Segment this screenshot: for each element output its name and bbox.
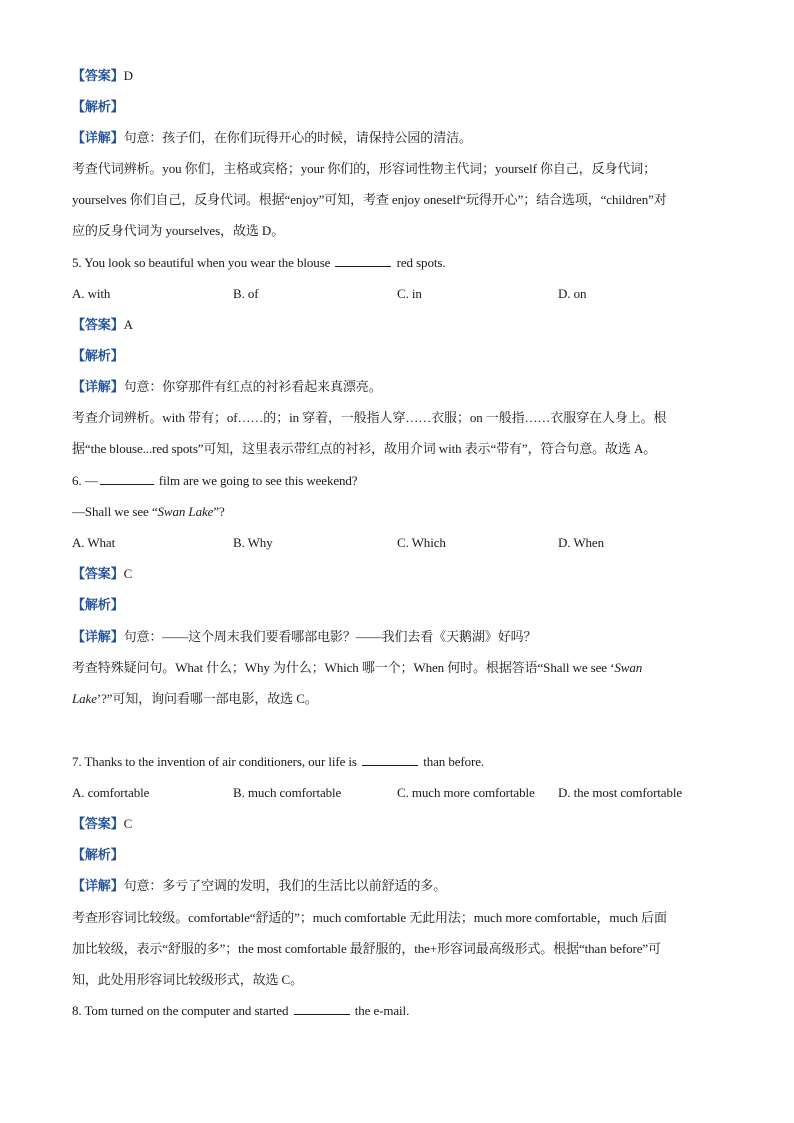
answer-value: D — [123, 68, 133, 83]
q4-explanation-1: 考查代词辨析。you 你们，主格或宾格；your 你们的，形容词性物主代词；yourself 你自己，反身代词； — [72, 161, 657, 176]
q7-option-b: B. much comfortable — [233, 785, 342, 800]
answer-label: 【答案】 — [72, 817, 124, 832]
q6-reply — [72, 502, 724, 522]
q7-blank — [362, 753, 418, 766]
q8-stem-start: 8. Tom turned on the computer and started — [72, 1003, 289, 1018]
q8-stem — [72, 1001, 724, 1021]
answer-value: A — [123, 317, 133, 332]
q5-option-b: B. of — [233, 286, 259, 301]
q5-analysis-line — [72, 346, 724, 367]
answer-value: C — [123, 816, 133, 831]
q7-option-c: C. much more comfortable — [397, 785, 535, 800]
q6-option-a: A. What — [72, 535, 116, 550]
q6-explanation-text: 考查特殊疑问句。What 什么；Why 为什么；Which 哪一个；When 何时。根据答语“Shall we see ‘ — [72, 660, 615, 675]
answer-value: C — [123, 566, 133, 581]
q6-detail-line — [72, 627, 724, 648]
q6-explanation-2 — [72, 689, 724, 709]
q7-answer-line — [72, 814, 724, 835]
q5-option-a: A. with — [72, 286, 111, 301]
q5-stem-start: 5. You look so beautiful when you wear the blouse — [72, 255, 331, 270]
detail-label: 【详解】 — [72, 131, 124, 146]
q7-option-d: D. the most comfortable — [558, 785, 683, 800]
q4-detail-line — [72, 128, 724, 149]
detail-text: 句意：——这个周末我们要看哪部电影？——我们去看《天鹅湖》好吗？ — [123, 629, 537, 644]
q6-reply-title: Swan Lake — [157, 504, 214, 519]
q6-stem — [72, 471, 724, 491]
detail-label: 【详解】 — [72, 380, 124, 395]
analysis-label: 【解析】 — [72, 848, 124, 863]
answer-label: 【答案】 — [72, 567, 124, 582]
q7-option-a: A. comfortable — [72, 785, 150, 800]
detail-label: 【详解】 — [72, 630, 124, 645]
q5-blank — [335, 254, 391, 267]
detail-label: 【详解】 — [72, 879, 124, 894]
q6-blank — [100, 472, 154, 485]
q5-option-d: D. on — [558, 286, 587, 301]
q5-detail-line — [72, 377, 724, 398]
q6-answer-line — [72, 564, 724, 585]
q5-explanation-2: 据“the blouse...red spots”可知，这里表示带红点的衬衫，故用介词 with 表示“带有”，符合句意。故选 A。 — [72, 441, 657, 456]
analysis-label: 【解析】 — [72, 349, 124, 364]
q4-analysis-line — [72, 97, 724, 118]
q7-analysis-line — [72, 845, 724, 866]
q6-reply-start: —Shall we see “ — [72, 504, 158, 519]
q7-explanation-1: 考查形容词比较级。comfortable“舒适的”；much comfortable 无此用法；much more comfortable，much 后面 — [72, 910, 667, 925]
analysis-label: 【解析】 — [72, 100, 124, 115]
q5-option-c: C. in — [397, 286, 422, 301]
q4-explanation-2: yourselves 你们自己，反身代词。根据“enjoy”可知，考查 enjoy oneself“玩得开心”；结合选项，“children”对 — [72, 192, 667, 207]
q7-detail-line — [72, 876, 724, 897]
q6-option-b: B. Why — [233, 535, 273, 550]
q5-answer-line — [72, 315, 724, 336]
q5-stem — [72, 253, 724, 273]
q6-stem-end: film are we going to see this weekend? — [158, 473, 358, 488]
q6-analysis-line — [72, 595, 724, 616]
answer-label: 【答案】 — [72, 318, 124, 333]
detail-text: 句意：多亏了空调的发明，我们的生活比以前舒适的多。 — [123, 878, 447, 893]
q5-stem-end: red spots. — [396, 255, 446, 270]
q7-stem — [72, 752, 724, 772]
q8-stem-end: the e-mail. — [354, 1003, 410, 1018]
q6-reply-end: ”? — [213, 504, 225, 519]
detail-text: 句意：你穿那件有红点的衬衫看起来真漂亮。 — [123, 379, 382, 394]
q6-explanation-1 — [72, 658, 724, 678]
q4-answer-line — [72, 66, 724, 87]
q7-explanation-3: 知，此处用形容词比较级形式，故选 C。 — [72, 972, 304, 987]
answer-label: 【答案】 — [72, 69, 124, 84]
q8-blank — [294, 1002, 350, 1015]
q6-explanation-end: ’?”可知，询问看哪一部电影，故选 C。 — [96, 691, 318, 706]
q6-option-d: D. When — [558, 535, 604, 550]
detail-text: 句意：孩子们，在你们玩得开心的时候，请保持公园的清洁。 — [123, 130, 472, 145]
q5-explanation-1: 考查介词辨析。with 带有；of……的；in 穿着，一般指人穿……衣服；on 一般指……衣服穿在人身上。根 — [72, 410, 667, 425]
q4-explanation-3: 应的反身代词为 yourselves，故选 D。 — [72, 223, 285, 238]
q6-option-c: C. Which — [397, 535, 446, 550]
q6-explanation-title-cont: Lake — [72, 691, 97, 706]
q7-stem-start: 7. Thanks to the invention of air conditioners, our life is — [72, 754, 357, 769]
q7-explanation-2: 加比较级，表示“舒服的多”；the most comfortable 最舒服的，the+形容词最高级形式。根据“than before”可 — [72, 941, 661, 956]
q6-stem-start: 6. — — [72, 473, 98, 488]
q6-explanation-title: Swan — [614, 660, 643, 675]
analysis-label: 【解析】 — [72, 598, 124, 613]
q7-stem-end: than before. — [423, 754, 485, 769]
